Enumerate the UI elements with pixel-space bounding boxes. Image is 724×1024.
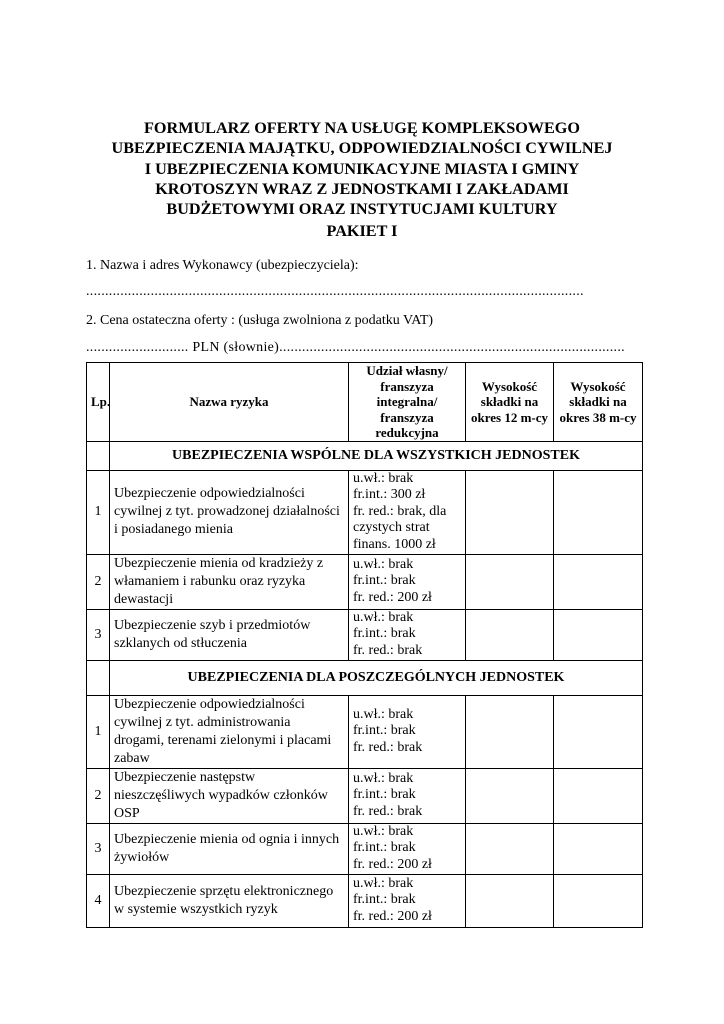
premium-38-cell[interactable]	[554, 768, 643, 823]
row-risk: Ubezpieczenie odpowiedzialności cywilnej z tyt. administrowania drogami, terenami zielonymi i placami zabaw	[110, 695, 349, 768]
header-lp: Lp.	[87, 363, 110, 442]
section-title: UBEZPIECZENIA WSPÓLNE DLA WSZYSTKICH JEDNOSTEK	[110, 441, 643, 470]
deductible-line: fr.int.: brak	[353, 840, 416, 856]
title-line: FORMULARZ OFERTY NA USŁUGĘ KOMPLEKSOWEGO	[144, 119, 580, 137]
deductible-line: u.wł.: brak	[353, 823, 414, 839]
section-lp-cell	[87, 660, 110, 695]
table-row	[87, 470, 643, 554]
row-lp: 4	[87, 874, 110, 927]
deductible-line: fr. red.: brak	[353, 739, 423, 755]
deductible-line: fr.int.: 300 zł	[353, 487, 426, 503]
premium-38-cell[interactable]	[554, 554, 643, 609]
table-row	[87, 823, 643, 874]
premium-12-cell[interactable]	[466, 874, 554, 927]
deductible-line: fr. red.: brak	[353, 803, 423, 819]
table-row	[87, 609, 643, 660]
section-lp-cell	[87, 441, 110, 470]
deductible-line: fr. red.: brak	[353, 642, 423, 658]
title-line: BUDŻETOWYMI ORAZ INSTYTUCJAMI KULTURY	[166, 200, 558, 219]
title-line: UBEZPIECZENIA MAJĄTKU, ODPOWIEDZIALNOŚCI CYWILNEJ	[111, 139, 613, 158]
deductible-line: fr.int.: brak	[353, 573, 416, 589]
deductible-line: fr.int.: brak	[353, 787, 416, 803]
row-risk: Ubezpieczenie następstw nieszczęśliwych wypadków członków OSP	[110, 768, 349, 823]
row-deductible	[349, 554, 466, 609]
row-deductible	[349, 609, 466, 660]
premium-12-cell[interactable]	[466, 554, 554, 609]
premium-38-cell[interactable]	[554, 874, 643, 927]
title-line: KROTOSZYN WRAZ Z JEDNOSTKAMI I ZAKŁADAMI	[155, 179, 569, 198]
title-line: I UBEZPIECZENIA KOMUNIKACYJNE MIASTA I GMINY	[144, 159, 580, 178]
deductible-line: fr.int.: brak	[353, 892, 416, 908]
deductible-line: u.wł.: brak	[353, 875, 414, 891]
table-row	[87, 874, 643, 927]
final-price-label: 2. Cena ostateczna oferty : (usługa zwolniona z podatku VAT)	[86, 313, 434, 328]
header-deductible: Udział własny/ franszyza integralna/ franszyza redukcyjna	[349, 363, 466, 442]
deductible-line: u.wł.: brak	[353, 470, 414, 486]
deductible-line: fr.int.: brak	[353, 626, 416, 642]
row-lp: 3	[87, 609, 110, 660]
row-deductible	[349, 768, 466, 823]
contractor-name-field[interactable]: ...................................................................................................................................	[86, 284, 584, 299]
row-lp: 1	[87, 695, 110, 768]
contractor-name-label: 1. Nazwa i adres Wykonawcy (ubezpieczyciela):	[86, 258, 359, 273]
offer-table	[86, 362, 643, 928]
header-risk-name: Nazwa ryzyka	[110, 363, 349, 442]
section-row	[87, 441, 643, 470]
premium-12-cell[interactable]	[466, 470, 554, 554]
row-risk: Ubezpieczenie odpowiedzialności cywilnej z tyt. prowadzonej działalności i posiadanego mienia	[110, 470, 349, 554]
premium-38-cell[interactable]	[554, 470, 643, 554]
deductible-line: u.wł.: brak	[353, 609, 414, 625]
row-risk: Ubezpieczenie szyb i przedmiotów szklanych od stłuczenia	[110, 609, 349, 660]
deductible-line: fr.int.: brak	[353, 723, 416, 739]
deductible-line: u.wł.: brak	[353, 706, 414, 722]
table-row	[87, 695, 643, 768]
premium-12-cell[interactable]	[466, 695, 554, 768]
deductible-line: fr. red.: 200 zł	[353, 908, 432, 924]
deductible-line: u.wł.: brak	[353, 770, 414, 786]
row-risk: Ubezpieczenie sprzętu elektronicznego w systemie wszystkich ryzyk	[110, 874, 349, 927]
deductible-line: fr. red.: brak, dla czystych strat finans. 1000 zł	[353, 503, 447, 552]
row-lp: 2	[87, 554, 110, 609]
document-title	[60, 118, 664, 219]
header-premium-12: Wysokość składki na okres 12 m-cy	[466, 363, 554, 442]
deductible-line: fr. red.: 200 zł	[353, 589, 432, 605]
section-title: UBEZPIECZENIA DLA POSZCZEGÓLNYCH JEDNOSTEK	[110, 660, 643, 695]
table-row	[87, 554, 643, 609]
header-premium-38: Wysokość składki na okres 38 m-cy	[554, 363, 643, 442]
premium-12-cell[interactable]	[466, 609, 554, 660]
row-lp: 3	[87, 823, 110, 874]
package-label: PAKIET I	[326, 222, 398, 240]
final-price-field[interactable]: ........................... PLN (słownie)...........................................................................................	[86, 340, 625, 355]
row-deductible	[349, 823, 466, 874]
table-row	[87, 768, 643, 823]
deductible-line: fr. red.: 200 zł	[353, 856, 432, 872]
table-header-row	[87, 363, 643, 442]
row-risk: Ubezpieczenie mienia od ognia i innych żywiołów	[110, 823, 349, 874]
section-row	[87, 660, 643, 695]
deductible-line: u.wł.: brak	[353, 556, 414, 572]
premium-38-cell[interactable]	[554, 695, 643, 768]
premium-12-cell[interactable]	[466, 823, 554, 874]
premium-12-cell[interactable]	[466, 768, 554, 823]
row-lp: 1	[87, 470, 110, 554]
row-deductible	[349, 874, 466, 927]
premium-38-cell[interactable]	[554, 609, 643, 660]
premium-38-cell[interactable]	[554, 823, 643, 874]
row-lp: 2	[87, 768, 110, 823]
row-risk: Ubezpieczenie mienia od kradzieży z włamaniem i rabunku oraz ryzyka dewastacji	[110, 554, 349, 609]
row-deductible	[349, 695, 466, 768]
row-deductible	[349, 470, 466, 554]
